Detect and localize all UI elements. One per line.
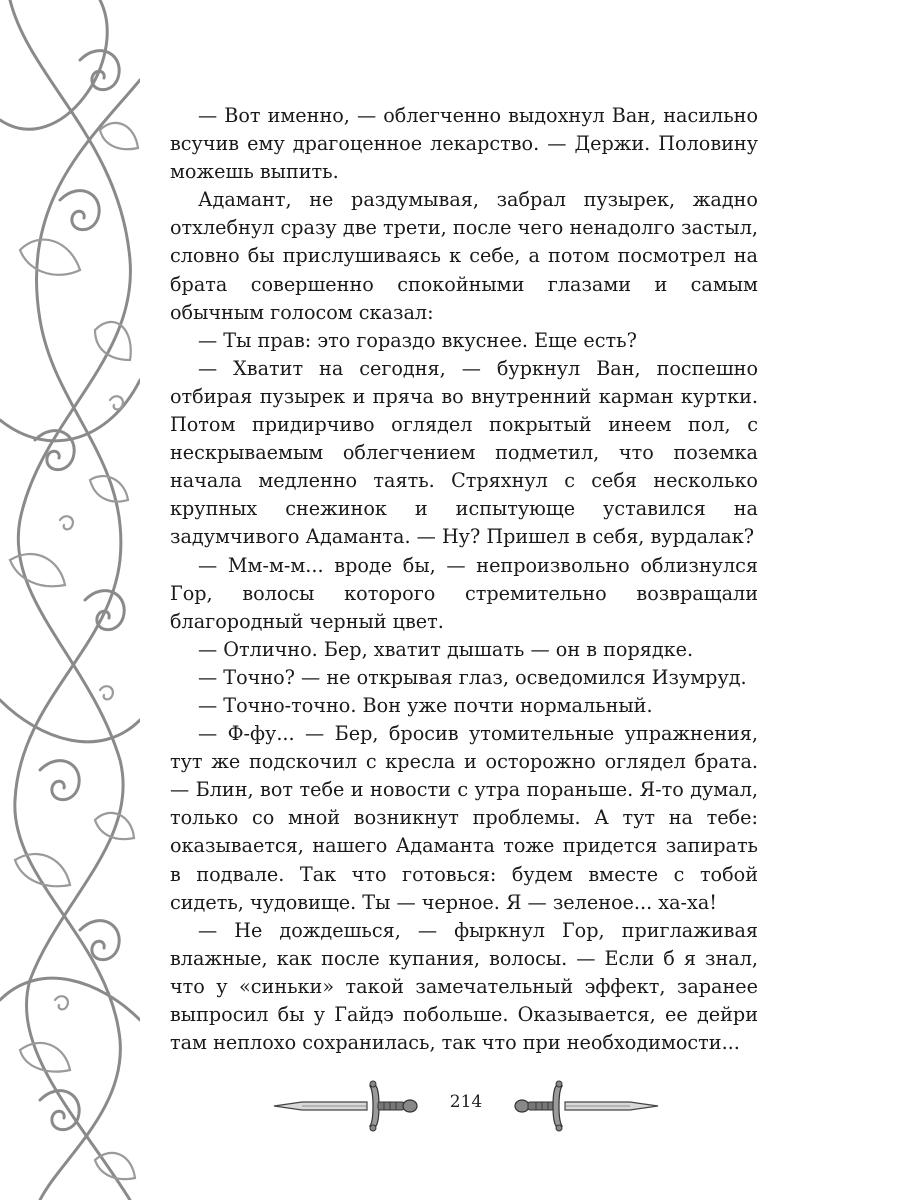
page-number: 214: [449, 1092, 483, 1112]
page-footer: [272, 1078, 660, 1134]
paragraph: — Мм-м-м... вроде бы, — непроизвольно облизнулся Гор, волосы которого стремительно возвращали благородный черный цвет.: [170, 553, 758, 633]
paragraph: — Точно-точно. Вон уже почти нормальный.: [198, 693, 653, 717]
paragraph: — Ф-фу... — Бер, бросив утомительные упражнения, тут же подскочил с кресла и осторожно оглядел брата. — Блин, вот тебе и новости с утра пораньше. Я-то думал, только со мной возникнут проблемы. А тут на тебе: оказывается, нашего Адаманта тоже придется запирать в подвале. Так что готовься: будем вместе с тобой сидеть, чудовище. Ты — черное. Я — зеленое... ха-ха!: [170, 722, 758, 914]
sword-icon: [510, 1078, 660, 1134]
paragraph: — Вот именно, — облегченно выдохнул Ван, насильно всучив ему драгоценное лекарство. — Держи. Половину можешь выпить.: [170, 104, 758, 184]
paragraph: Адамант, не раздумывая, забрал пузырек, жадно отхлебнул сразу две трети, после чего ненадолго застыл, словно бы прислушиваясь к себе, а потом посмотрел на брата совершенно спокойными глазами и самым обычным голосом сказал:: [170, 188, 758, 324]
paragraph: — Не дождешься, — фыркнул Гор, приглаживая влажные, как после купания, волосы. — Если б я знал, что у «синьки» такой замечательный эффект, заранее выпросил бы у Гайдэ побольше. Оказывается, ее дейри там неплохо сохранилась, так что при необходимости...: [170, 918, 758, 1055]
paragraph: — Хватит на сегодня, — буркнул Ван, поспешно отбирая пузырек и пряча во внутренний карман куртки. Потом придирчиво оглядел покрытый инеем пол, с нескрываемым облегчением подметил, что поземка начала медленно таять. Стряхнул с себя несколько крупных снежинок и испытующе уставился на задумчивого Адаманта. — Ну? Пришел в себя, вурдалак?: [170, 356, 758, 549]
body-text: [170, 102, 758, 1057]
paragraph: — Отлично. Бер, хватит дышать — он в порядке.: [198, 637, 694, 661]
floral-ornament: [0, 0, 140, 1200]
paragraph: — Ты прав: это гораздо вкуснее. Еще есть?: [198, 328, 637, 352]
paragraph: — Точно? — не открывая глаз, осведомился Изумруд.: [198, 665, 747, 689]
